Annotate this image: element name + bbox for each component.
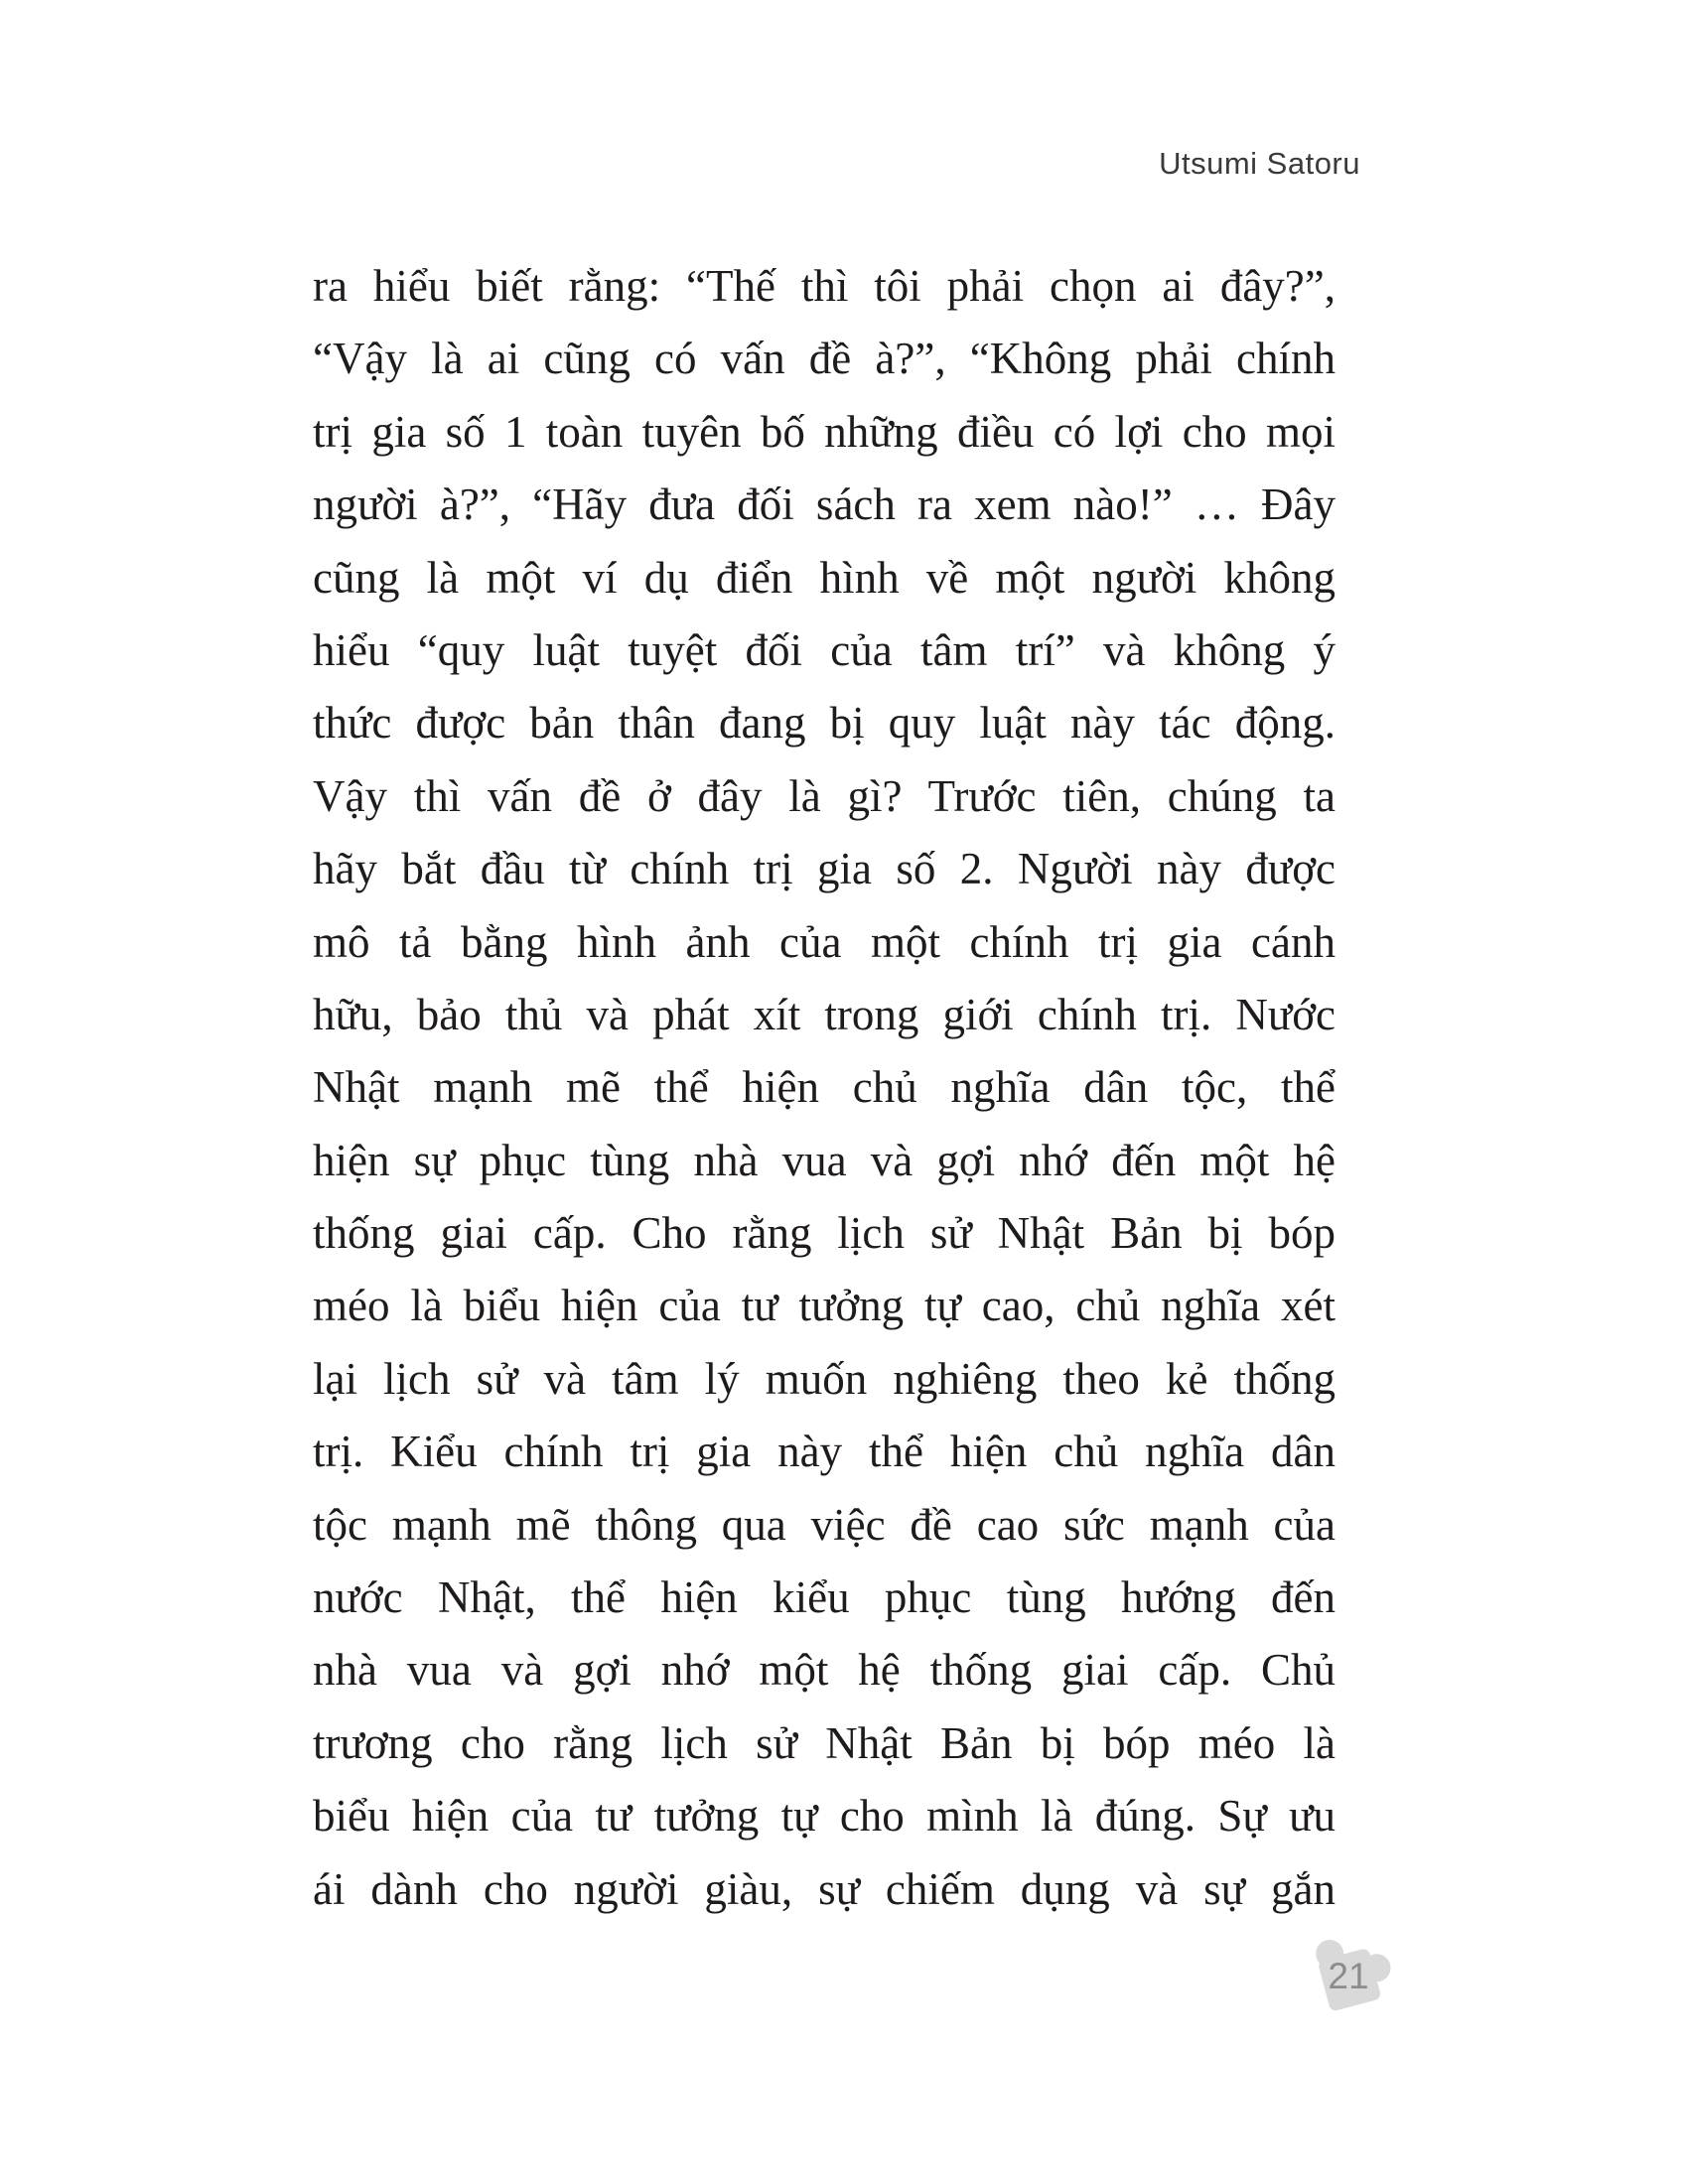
body-text-line: trương cho rằng lịch sử Nhật Bản bị bóp méo là: [313, 1717, 1336, 1768]
page-number: 21: [1328, 1956, 1369, 1996]
body-text-line: ra hiểu biết rằng: “Thế thì tôi phải chọn ai đây?”,: [313, 261, 1336, 311]
body-text-line: Vậy thì vấn đề ở đây là gì? Trước tiên, chúng ta: [313, 770, 1336, 821]
body-text-line: biểu hiện của tư tưởng tự cho mình là đúng. Sự ưu: [313, 1791, 1336, 1842]
body-text-line: méo là biểu hiện của tư tưởng tự cao, chủ nghĩa xét: [313, 1281, 1336, 1331]
page-number-badge: [1299, 1928, 1398, 2027]
body-text-line: trị gia số 1 toàn tuyên bố những điều có lợi cho mọi: [313, 406, 1336, 457]
body-text-line: Nhật mạnh mẽ thể hiện chủ nghĩa dân tộc, thể: [313, 1062, 1336, 1113]
body-text-block: [313, 250, 1336, 1926]
body-text-line: “Vậy là ai cũng có vấn đề à?”, “Không phải chính: [313, 334, 1336, 384]
body-text-line: hiểu “quy luật tuyệt đối của tâm trí” và không ý: [313, 624, 1336, 675]
body-text-line: trị. Kiểu chính trị gia này thể hiện chủ nghĩa dân: [313, 1427, 1336, 1477]
body-text-line: thức được bản thân đang bị quy luật này tác động.: [313, 698, 1336, 749]
body-text-line: thống giai cấp. Cho rằng lịch sử Nhật Bản bị bóp: [313, 1208, 1336, 1259]
body-text-line: nhà vua và gợi nhớ một hệ thống giai cấp. Chủ: [313, 1645, 1336, 1696]
body-text-line: lại lịch sử và tâm lý muốn nghiêng theo kẻ thống: [313, 1353, 1336, 1404]
body-text-line: hiện sự phục tùng nhà vua và gợi nhớ đến một hệ: [313, 1135, 1336, 1185]
body-text-line: người à?”, “Hãy đưa đối sách ra xem nào!” … Đây: [313, 479, 1336, 530]
body-text-line: ái dành cho người giàu, sự chiếm dụng và sự gắn: [313, 1863, 1336, 1914]
body-text-line: mô tả bằng hình ảnh của một chính trị gia cánh: [313, 916, 1336, 967]
body-text-line: hữu, bảo thủ và phát xít trong giới chính trị. Nước: [313, 989, 1336, 1039]
body-text-line: tộc mạnh mẽ thông qua việc đề cao sức mạnh của: [313, 1499, 1336, 1550]
body-text-line: nước Nhật, thể hiện kiểu phục tùng hướng đến: [313, 1572, 1336, 1623]
body-text-line: cũng là một ví dụ điển hình về một người không: [313, 552, 1336, 603]
body-text-line: hãy bắt đầu từ chính trị gia số 2. Người này được: [313, 844, 1336, 894]
running-header-author: Utsumi Satoru: [1159, 146, 1360, 181]
